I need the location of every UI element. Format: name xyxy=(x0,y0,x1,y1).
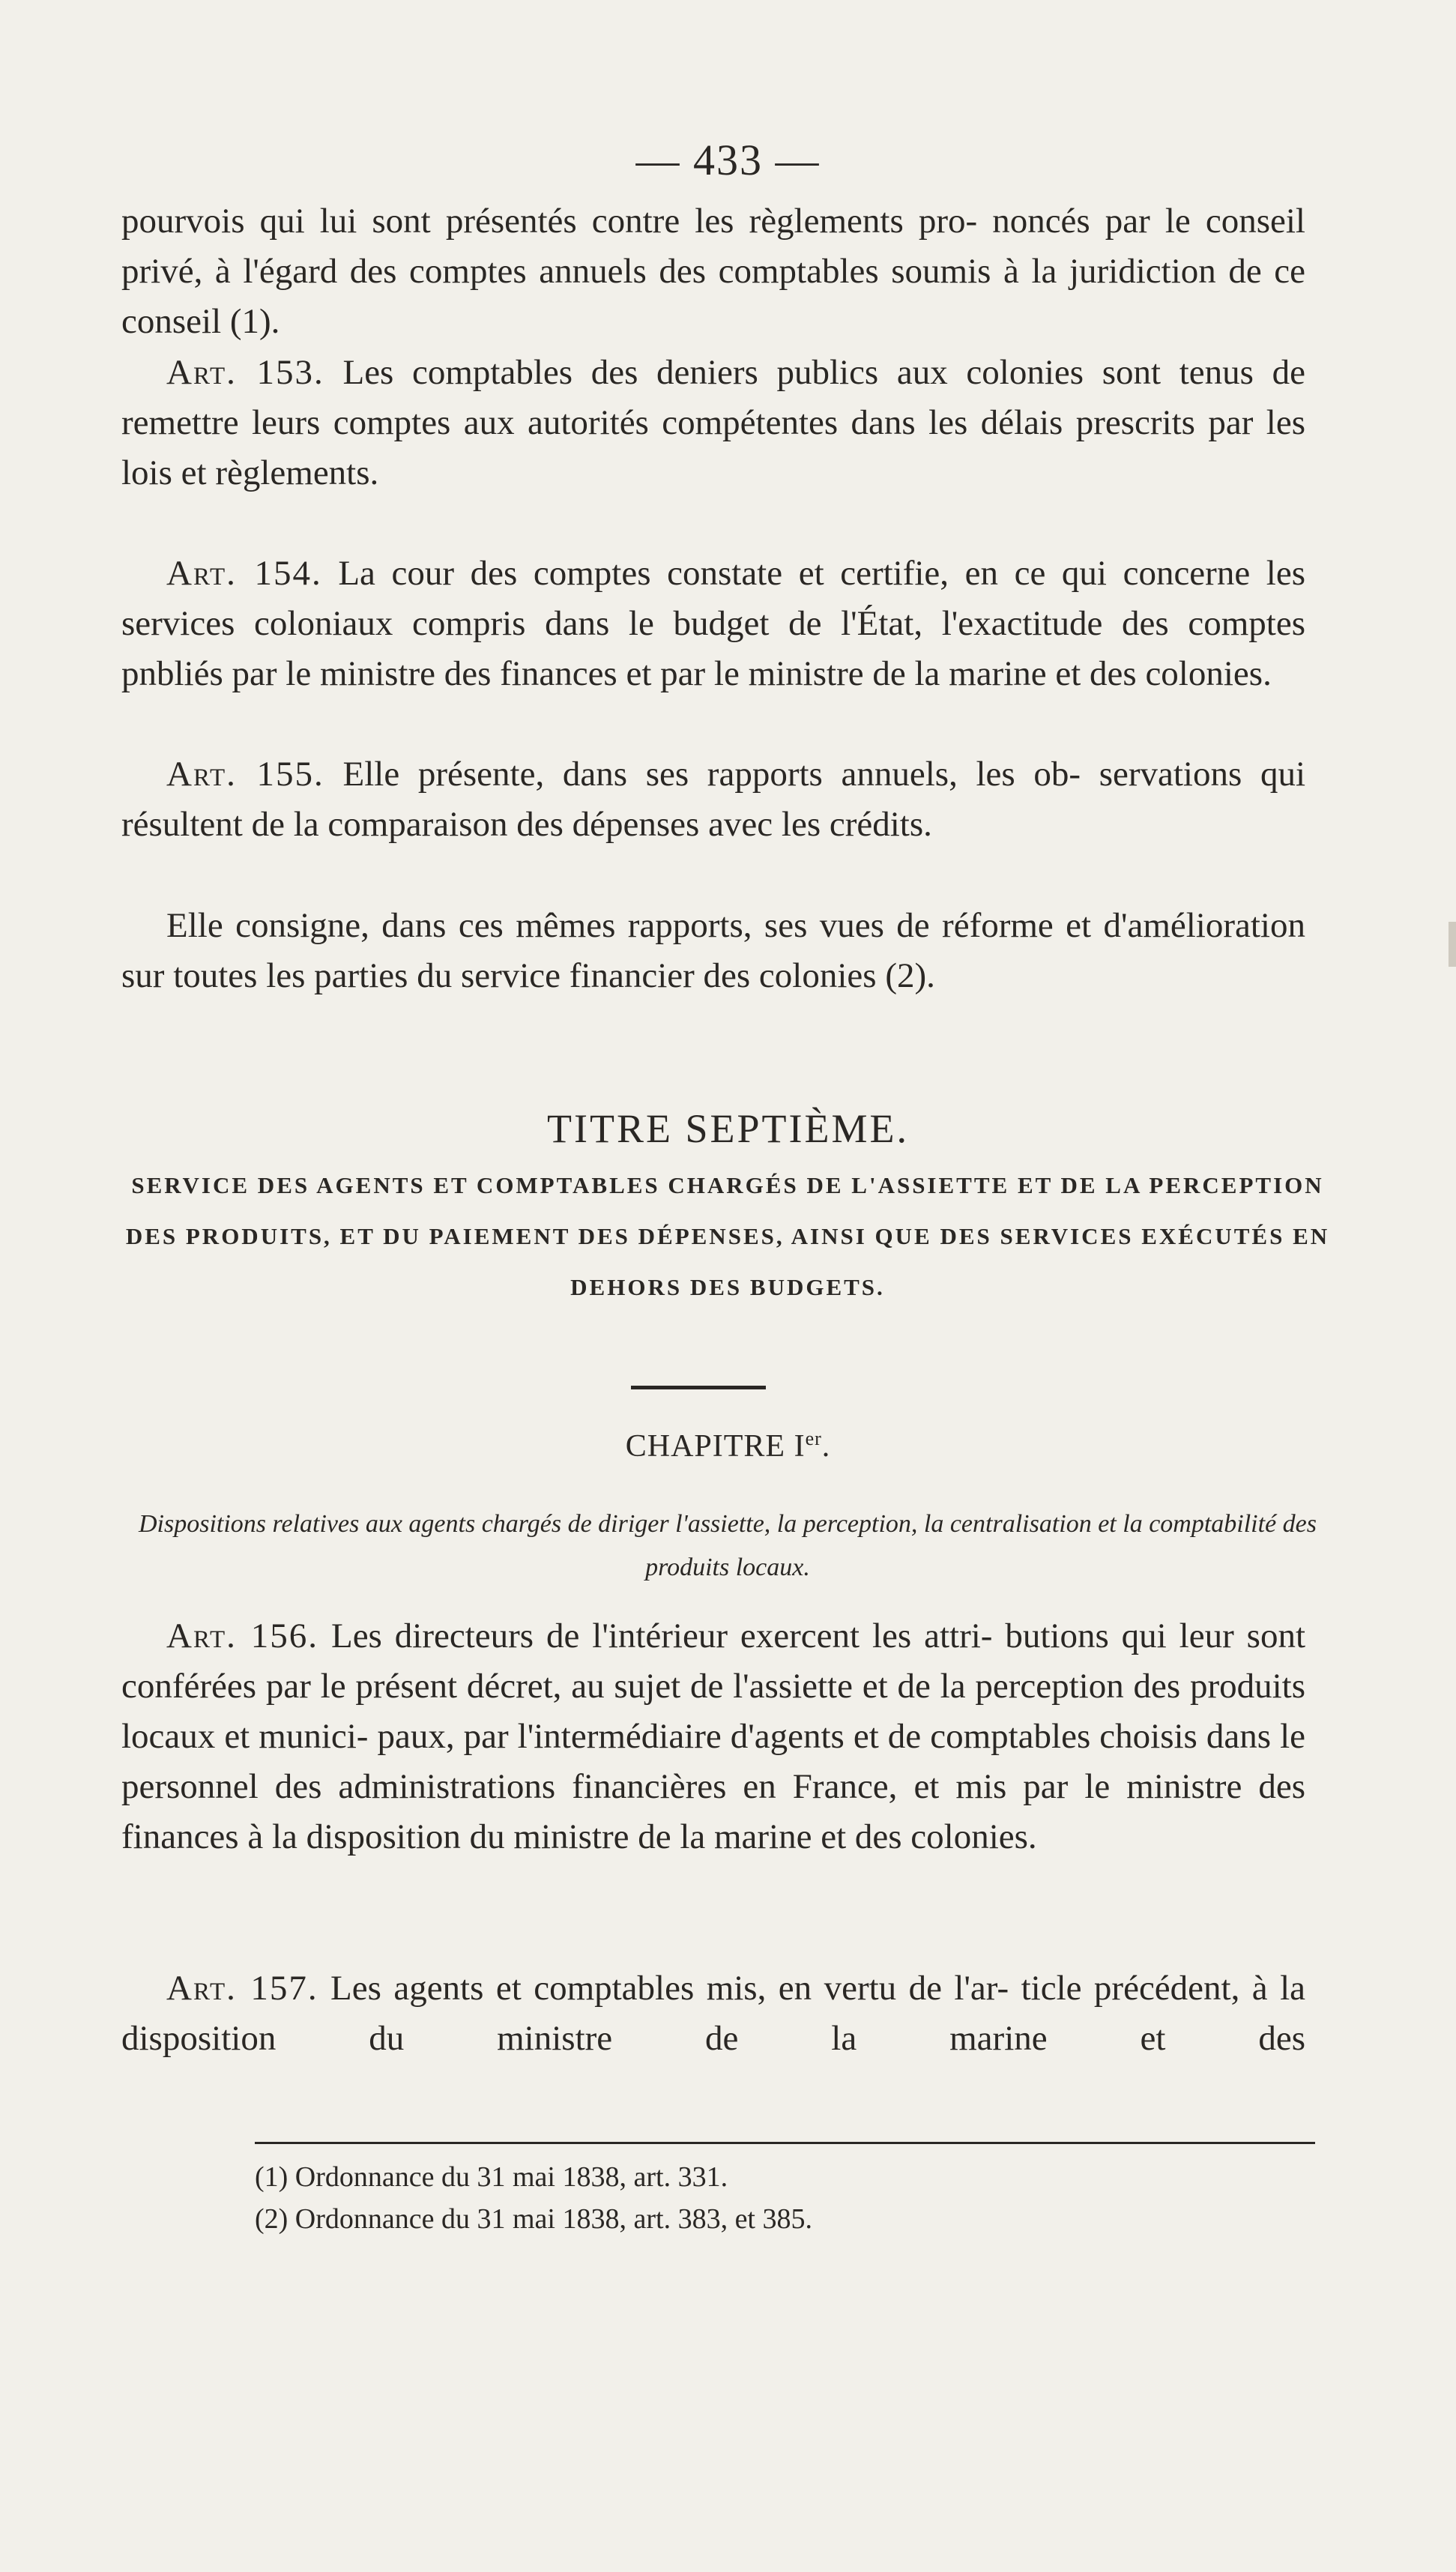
paragraph-text: Elle consigne, dans ces mêmes rapports, ses vues de réforme et d'amélioration sur toutes les parties du service financier des colonies (2). xyxy=(121,906,1305,995)
article-155 xyxy=(121,749,1305,850)
article-text: Les comptables des deniers publics aux colonies sont tenus de remettre leurs comptes aux autorités compétentes dans les délais prescrits par les lois et règlements. xyxy=(121,353,1305,492)
footnote-2: (2) Ordonnance du 31 mai 1838, art. 383, et 385. xyxy=(255,2203,812,2235)
paragraph-text: pourvois qui lui sont présentés contre les règlements pro- noncés par le conseil privé, à l'égard des comptes annuels des comptables soumis à la juridiction de ce conseil (1). xyxy=(121,202,1305,341)
article-label: Art. 157. xyxy=(166,1969,318,2008)
title-septieme: TITRE SEPTIÈME. xyxy=(547,1106,909,1151)
article-text: La cour des comptes constate et certifie, en ce qui concerne les services coloniaux compris dans le budget de l'État, l'exactitude des comptes pnbliés par le ministre des finances et par le ministre de la marine et des colonies. xyxy=(121,554,1305,693)
paragraph-continuation xyxy=(121,196,1305,347)
article-label: Art. 156. xyxy=(166,1616,319,1655)
page-edge-mark xyxy=(1449,922,1456,967)
article-label: Art. 153. xyxy=(166,353,324,392)
section-heading: SERVICE DES AGENTS ET COMPTABLES CHARGÉS DE L'ASSIETTE ET DE LA PERCEPTION DES PRODUITS, ET DU PAIEMENT DES DÉPENSES, AINSI QUE DES SERVICES EXÉCUTÉS EN DEHORS DES BUDGETS. xyxy=(125,1172,1330,1300)
page-number: — 433 — xyxy=(635,136,821,184)
chapter-heading xyxy=(0,1428,1456,1464)
article-156 xyxy=(121,1611,1305,1862)
article-text: Les agents et comptables mis, en vertu de l'ar- ticle précédent, à la disposition du ministre de la marine et des xyxy=(121,1969,1305,2058)
paragraph-consigne xyxy=(121,901,1305,1001)
article-text: Les directeurs de l'intérieur exercent les attri- butions qui leur sont conférées par le présent décret, au sujet de l'assiette et de la perception des produits locaux et munici- paux, par l'intermédiaire d'agents et de comptables choisis dans le personnel des administrations financières en France, et mis par le ministre des finances à la disposition du ministre de la marine et des colonies. xyxy=(121,1616,1305,1856)
article-153 xyxy=(121,348,1305,498)
chapter-label: CHAPITRE I xyxy=(625,1429,806,1464)
chapter-period: . xyxy=(821,1429,831,1464)
footnote-1: (1) Ordonnance du 31 mai 1838, art. 331. xyxy=(255,2161,728,2193)
article-label: Art. 155. xyxy=(166,755,324,794)
article-label: Art. 154. xyxy=(166,554,322,593)
divider-rule xyxy=(631,1386,766,1389)
article-text: Elle présente, dans ses rapports annuels, les ob- servations qui résultent de la comparaison des dépenses avec les crédits. xyxy=(121,755,1306,844)
article-157 xyxy=(121,1963,1305,2064)
chapter-superscript: er xyxy=(805,1428,822,1449)
article-154 xyxy=(121,549,1305,699)
footnote-rule xyxy=(255,2142,1315,2144)
chapter-subtitle: Dispositions relatives aux agents chargés de diriger l'assiette, la perception, la centralisation et la comptabilité des produits locaux. xyxy=(138,1510,1317,1581)
